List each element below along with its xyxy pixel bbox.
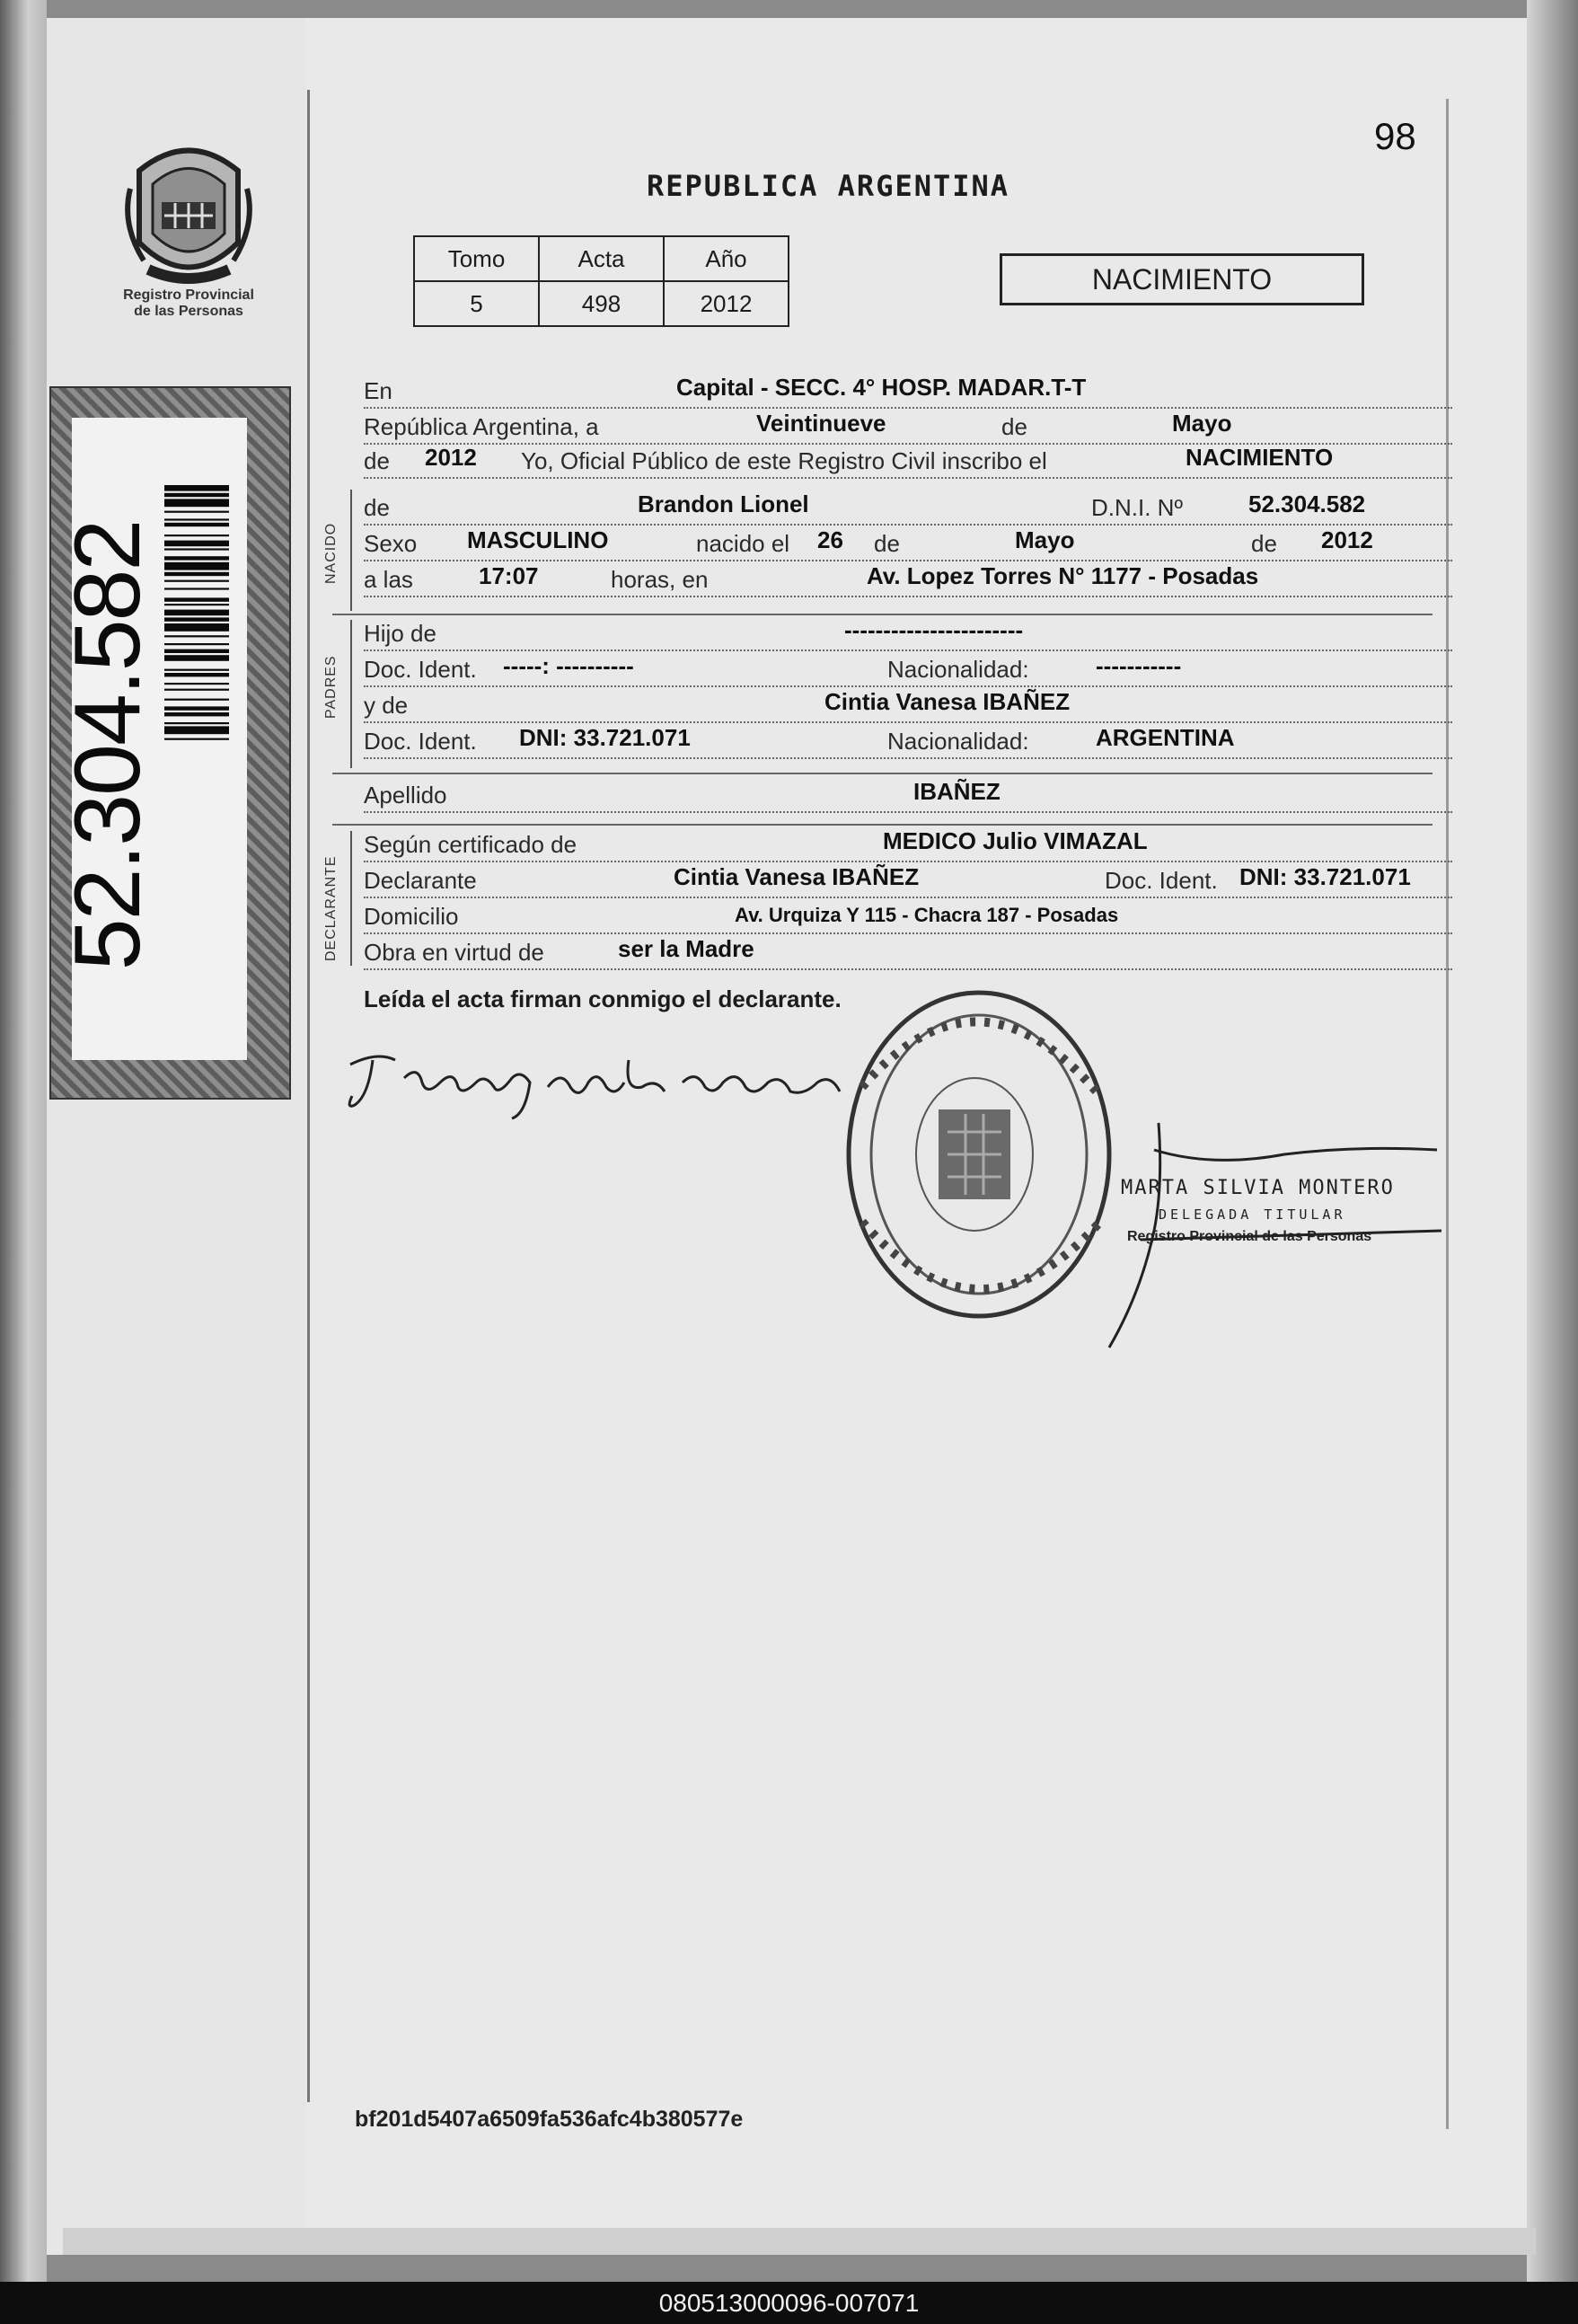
- section-label-padres: PADRES: [323, 655, 339, 719]
- form-row-nombre: [364, 490, 1452, 526]
- obra-label: Obra en virtud de: [364, 939, 544, 966]
- registry-table-value-row: [414, 281, 789, 326]
- year-prefix-label: de: [364, 447, 390, 474]
- hijo-label: Hijo de: [364, 620, 436, 647]
- en-value: Capital - SECC. 4° HOSP. MADAR.T-T: [676, 374, 1087, 401]
- barcode-bar: [164, 580, 229, 582]
- form-row-hora: [364, 561, 1452, 597]
- form-row-doc2: [364, 723, 1452, 759]
- birth-year: 2012: [1321, 526, 1373, 553]
- obra-value: ser la Madre: [618, 935, 754, 962]
- registry-seal: [840, 979, 1118, 1330]
- logo-caption-line2: de las Personas: [134, 304, 243, 319]
- barcode-bar: [164, 623, 229, 632]
- barcode-bar: [164, 499, 229, 507]
- child-dni: 52.304.582: [1248, 490, 1366, 517]
- official-office: Registro Provincial de las Personas: [1127, 1229, 1372, 1244]
- barcode-bar: [164, 511, 229, 513]
- act-type-box: NACIMIENTO: [1000, 253, 1364, 305]
- birth-day: 26: [817, 526, 843, 553]
- binder-strip: [47, 18, 310, 2255]
- mother-nationality: ARGENTINA: [1096, 724, 1235, 751]
- nacido-section-rule: [350, 490, 352, 611]
- document-hash: bf201d5407a6509fa536afc4b380577e: [355, 2107, 744, 2132]
- logo-caption: [99, 287, 278, 320]
- declarant-signature: [341, 1042, 844, 1123]
- barcode-bar: [164, 683, 229, 685]
- barcode-bar: [164, 706, 229, 710]
- barcode-bar: [164, 643, 229, 645]
- barcode-bar: [164, 548, 229, 550]
- inscribo-value: NACIMIENTO: [1186, 444, 1334, 471]
- birth-de-label-2: de: [1251, 530, 1277, 557]
- barcode-bar: [164, 726, 229, 734]
- registry-table: [413, 235, 789, 327]
- registry-value-tomo: 5: [414, 281, 539, 326]
- child-name: Brandon Lionel: [638, 490, 809, 517]
- barcode-bar: [164, 493, 229, 497]
- form-row-hijo: [364, 615, 1452, 651]
- section-divider-3: [332, 824, 1433, 826]
- barcode-bar: [164, 572, 229, 576]
- birth-place: Av. Lopez Torres N° 1177 - Posadas: [867, 562, 1259, 589]
- official-role: DELEGADA TITULAR: [1159, 1206, 1346, 1223]
- sexo-value: MASCULINO: [467, 526, 609, 553]
- barcode-bar: [164, 604, 229, 605]
- nac1-label: Nacionalidad:: [887, 656, 1029, 683]
- form-row-apellido: [364, 777, 1452, 813]
- barcode-bar: [164, 649, 229, 653]
- registration-month: Mayo: [1172, 410, 1232, 437]
- declarante-section-rule: [350, 831, 352, 966]
- form-row-madre: [364, 687, 1452, 723]
- nacido-label: nacido el: [696, 530, 790, 557]
- inscribo-text: Yo, Oficial Público de este Registro Civil inscribo el: [521, 447, 1047, 474]
- barcode-bar: [164, 722, 229, 724]
- de-label: de: [1001, 413, 1027, 440]
- section-divider-2: [332, 773, 1433, 774]
- doc3-label: Doc. Ident.: [1105, 867, 1218, 894]
- barcode-bar: [164, 588, 229, 589]
- left-page-edge: [0, 0, 47, 2282]
- form-row-doc1: [364, 651, 1452, 687]
- certificado-label: Según certificado de: [364, 831, 577, 858]
- closing-statement: Leída el acta firman conmigo el declarante.: [364, 985, 842, 1012]
- form-row-certificado: [364, 826, 1452, 862]
- nac2-label: Nacionalidad:: [887, 728, 1029, 755]
- barcode-bar: [164, 597, 229, 601]
- official-name: MARTA SILVIA MONTERO: [1121, 1177, 1395, 1199]
- yde-label: y de: [364, 692, 409, 719]
- alas-label: a las: [364, 566, 413, 593]
- barcode-bar: [164, 562, 229, 570]
- barcode-bar: [164, 669, 229, 671]
- declarante-value: Cintia Vanesa IBAÑEZ: [674, 863, 920, 890]
- apellido-value: IBAÑEZ: [913, 778, 1001, 805]
- father-doc: -----: ----------: [503, 652, 634, 679]
- birth-de-label-1: de: [874, 530, 900, 557]
- republica-label: República Argentina, a: [364, 413, 599, 440]
- form-row-republica: [364, 409, 1452, 445]
- form-row-obra: [364, 934, 1452, 970]
- page-margin-rule: [307, 90, 310, 2102]
- registry-value-acta: 498: [539, 281, 664, 326]
- barcode-bar: [164, 712, 229, 716]
- barcode-bar: [164, 655, 229, 661]
- mother-name: Cintia Vanesa IBAÑEZ: [824, 688, 1071, 715]
- barcode-bar: [164, 738, 229, 740]
- father-nationality: -----------: [1096, 652, 1182, 679]
- right-page-edge: [1527, 0, 1578, 2282]
- barcode-bar: [164, 518, 229, 520]
- form-row-domicilio: [364, 898, 1452, 934]
- padres-section-rule: [350, 620, 352, 768]
- en-label: En: [364, 377, 392, 404]
- barcode-bar: [164, 556, 229, 560]
- nombre-label: de: [364, 494, 390, 521]
- apellido-label: Apellido: [364, 782, 447, 809]
- barcode-bar: [164, 541, 229, 547]
- logo-caption-line1: Registro Provincial: [123, 287, 254, 303]
- declarante-label: Declarante: [364, 867, 477, 894]
- section-label-declarante: DECLARANTE: [323, 855, 339, 961]
- form-row-inscribo: [364, 443, 1452, 479]
- registry-header-ano: Año: [664, 236, 789, 281]
- domicilio-label: Domicilio: [364, 903, 459, 930]
- barcode-bar: [164, 673, 229, 676]
- country-title: REPUBLICA ARGENTINA: [647, 169, 1010, 203]
- page-bottom-edge: [63, 2228, 1536, 2255]
- barcode-bars: [164, 485, 229, 952]
- horas-label: horas, en: [611, 566, 709, 593]
- barcode-bar: [164, 635, 229, 637]
- registration-day: Veintinueve: [756, 410, 886, 437]
- footer-code: 080513000096-007071: [658, 2289, 920, 2317]
- birth-month: Mayo: [1015, 526, 1075, 553]
- declarante-doc: DNI: 33.721.071: [1239, 863, 1411, 890]
- barcode-bar: [164, 610, 229, 616]
- barcode-bar: [164, 535, 229, 536]
- registration-year: 2012: [425, 444, 477, 471]
- registry-value-ano: 2012: [664, 281, 789, 326]
- section-label-nacido: NACIDO: [323, 522, 339, 584]
- father-name: -----------------------: [844, 616, 1024, 643]
- barcode-bar: [164, 689, 229, 691]
- barcode-bar: [164, 523, 229, 526]
- certificado-value: MEDICO Julio VIMAZAL: [883, 827, 1148, 854]
- barcode-number: 52.304.582: [56, 520, 160, 971]
- dni-label: D.N.I. Nº: [1091, 494, 1183, 521]
- birth-time: 17:07: [479, 562, 539, 589]
- registry-table-header-row: [414, 236, 789, 281]
- provincial-registry-logo: [121, 135, 256, 287]
- registry-header-acta: Acta: [539, 236, 664, 281]
- form-row-declarante: [364, 862, 1452, 898]
- doc1-label: Doc. Ident.: [364, 656, 477, 683]
- sexo-label: Sexo: [364, 530, 418, 557]
- form-row-sexo: [364, 526, 1452, 561]
- form-row-en: [364, 373, 1452, 409]
- mother-doc: DNI: 33.721.071: [519, 724, 691, 751]
- barcode-bar: [164, 699, 229, 701]
- domicilio-value: Av. Urquiza Y 115 - Chacra 187 - Posadas: [735, 904, 1119, 926]
- page-number: 98: [1374, 115, 1416, 157]
- registry-header-tomo: Tomo: [414, 236, 539, 281]
- barcode-bar: [164, 485, 229, 491]
- doc2-label: Doc. Ident.: [364, 728, 477, 755]
- barcode-bar: [164, 617, 229, 621]
